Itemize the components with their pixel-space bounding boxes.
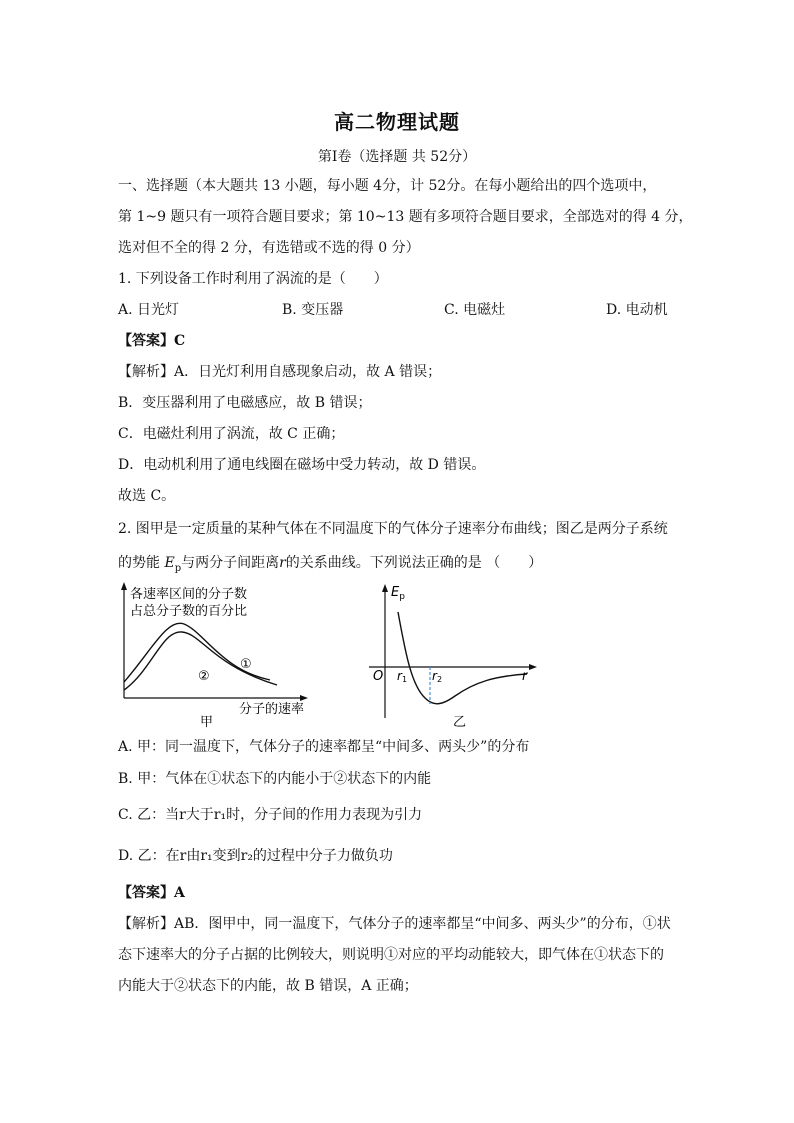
- curve-2: [124, 623, 270, 682]
- q1-option-a: A. 日光灯: [118, 302, 180, 318]
- q1-analysis-line: 【解析】A．日光灯利用自感现象启动，故 A 错误；: [118, 364, 442, 380]
- q1-analysis-line: D．电动机利用了通电线圈在磁场中受力转动，故 D 错误。: [118, 457, 486, 473]
- x-axis-arrow-icon: [529, 664, 537, 670]
- question-2-stem-line1: 2. 图甲是一定质量的某种气体在不同温度下的气体分子速率分布曲线；图乙是两分子系统: [118, 521, 668, 537]
- q1-option-b: B. 变压器: [282, 302, 344, 318]
- jia-xlabel: 分子的速率: [239, 702, 305, 717]
- page-title: 高二物理试题: [334, 110, 460, 134]
- q2-option-a: A. 甲：同一温度下，气体分子的速率都呈“中间多、两头少”的分布: [118, 739, 530, 755]
- q2-answer: 【答案】A: [118, 885, 185, 901]
- figure-yi: [365, 580, 545, 730]
- q2-option-b: B. 甲：气体在①状态下的内能小于②状态下的内能: [118, 771, 432, 787]
- yi-ylabel: $E_p$: [391, 585, 405, 602]
- yi-xlabel: r: [522, 669, 528, 684]
- x-axis-arrow-icon: [300, 695, 308, 701]
- section-intro-line: 一、选择题（本大题共 13 小题，每小题 4分，计 52分。在每小题给出的四个选项中，: [118, 178, 657, 194]
- section-intro-line: 第 1~9 题只有一项符合题目要求；第 10~13 题有多项符合题目要求，全部选对的得 4 分，: [118, 209, 693, 225]
- curve-2-label: ②: [198, 669, 210, 684]
- question-2-stem-line2: [118, 554, 542, 578]
- r2-label: r2: [432, 669, 443, 684]
- y-axis-arrow-icon: [382, 584, 388, 592]
- q2-analysis-line: 【解析】AB．图甲中，同一温度下，气体分子的速率都呈“中间多、两头少”的分布，①状: [118, 916, 671, 932]
- question-1-stem: 1. 下列设备工作时利用了涡流的是（ ）: [118, 271, 388, 287]
- q2-option-c: C. 乙：当r大于r₁时，分子间的作用力表现为引力: [118, 807, 423, 823]
- yi-caption: 乙: [453, 715, 467, 730]
- jia-ylabel-line2: 占总分子数的百分比: [130, 604, 248, 619]
- r1-label: r1: [397, 669, 408, 684]
- stem-text: 与两分子间距离: [181, 555, 280, 571]
- stem-text: 的势能: [118, 555, 165, 571]
- ep-subscript: p: [174, 562, 182, 574]
- ep-symbol: E: [164, 555, 175, 571]
- q1-answer: 【答案】C: [118, 333, 186, 349]
- q1-analysis-line: C．电磁灶利用了涡流，故 C 正确；: [118, 426, 345, 442]
- figure-jia: [112, 580, 322, 730]
- q1-option-d: D. 电动机: [606, 302, 668, 318]
- jia-caption: 甲: [200, 715, 214, 730]
- q1-analysis-line: B．变压器利用了电磁感应，故 B 错误；: [118, 395, 372, 411]
- q2-analysis-line: 态下速率大的分子占据的比例较大，则说明①对应的平均动能较大，即气体在①状态下的: [118, 947, 664, 963]
- y-axis-arrow-icon: [121, 582, 127, 590]
- q1-analysis-line: 故选 C。: [118, 488, 176, 504]
- stem-text: 的关系曲线。下列说法正确的是 （ ）: [285, 555, 543, 571]
- potential-curve: [398, 612, 527, 704]
- origin-label: O: [373, 669, 384, 684]
- q2-analysis-line: 内能大于②状态下的内能，故 B 错误，A 正确；: [118, 978, 418, 994]
- q2-option-d: D. 乙：在r由r₁变到r₂的过程中分子力做负功: [118, 848, 393, 864]
- q1-option-c: C. 电磁灶: [444, 302, 506, 318]
- r-symbol: r: [279, 555, 286, 571]
- section-intro-line: 选对但不全的得 2 分，有选错或不选的得 0 分）: [118, 240, 420, 256]
- curve-1-label: ①: [240, 657, 252, 672]
- jia-ylabel-line1: 各速率区间的分子数: [130, 587, 248, 602]
- section-subtitle: 第I卷（选择题 共 52分）: [317, 149, 477, 165]
